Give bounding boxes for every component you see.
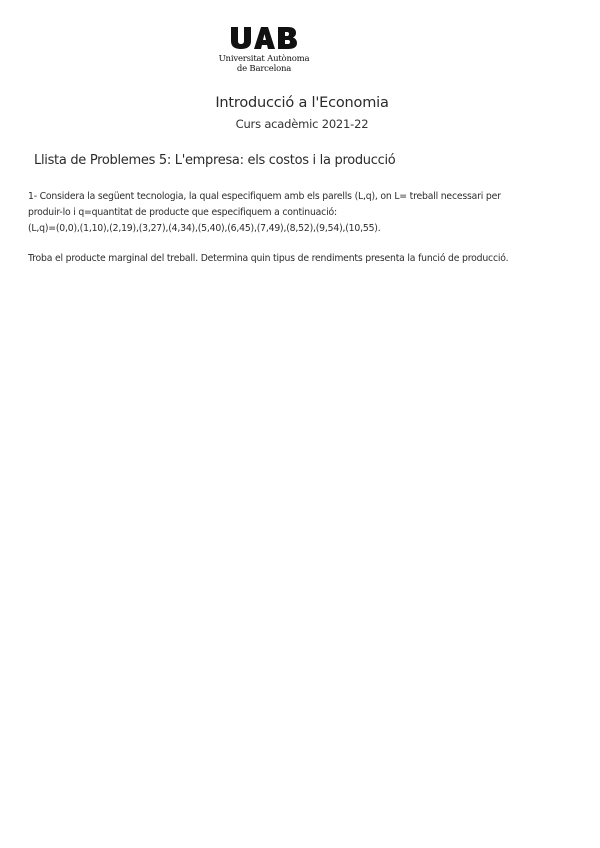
- problem-1-line-2: produir-lo i q=quantitat de producte que especifiquem a continuació:: [28, 207, 337, 218]
- uab-logo: [214, 26, 324, 78]
- course-title: Introducció a l'Economia: [215, 95, 389, 111]
- uab-logo-wordmark: [214, 54, 314, 74]
- problem-set-title: Llista de Problemes 5: L'empresa: els costos i la producció: [34, 153, 396, 168]
- problem-1-question-text: Troba el producte marginal del treball. Determina quin tipus de rendiments presenta la funció de producció.: [28, 253, 509, 264]
- problem-1-line-1: 1- Considera la següent tecnologia, la qual especifiquem amb els parells (L,q), on L= treball necessari per: [28, 191, 501, 202]
- academic-year: Curs acadèmic 2021-22: [235, 117, 369, 131]
- problem-1-data-pairs: (L,q)=(0,0),(1,10),(2,19),(3,27),(4,34),(5,40),(6,45),(7,49),(8,52),(9,54),(10,55).: [28, 223, 381, 234]
- problem-1-statement: [28, 189, 576, 237]
- uab-logo-mark: [230, 26, 298, 50]
- problem-1-question: [28, 251, 576, 267]
- logo-line-2: de Barcelona: [236, 64, 292, 74]
- logo-line-1: Universitat Autònoma: [218, 54, 310, 64]
